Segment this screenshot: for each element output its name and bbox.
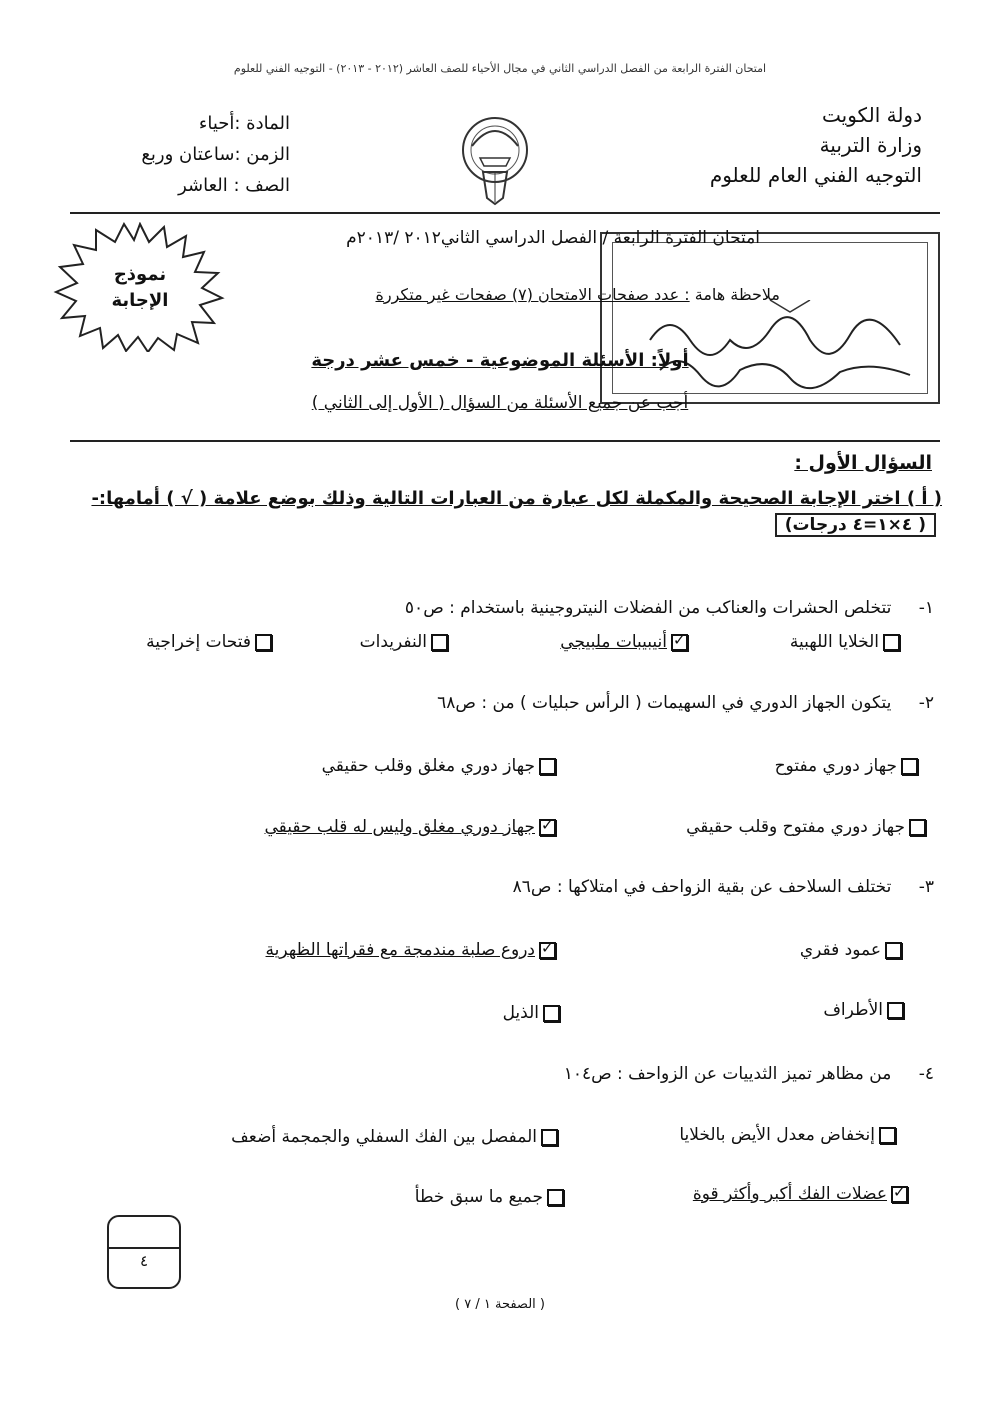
item-text: تختلف السلاحف عن بقية الزواحف في امتلاكها : ص٨٦ <box>512 877 892 897</box>
item-text: تتخلص الحشرات والعناكب من الفضلات النيتروجينية باستخدام : ص٥٠ <box>404 598 892 618</box>
checkbox[interactable] <box>879 1127 896 1144</box>
checkbox[interactable] <box>431 634 448 651</box>
option-4d[interactable]: جميع ما سبق خطأ <box>415 1187 568 1207</box>
checkbox[interactable] <box>547 1189 564 1206</box>
time-label: الزمن :ساعتان وربع <box>141 144 290 165</box>
header-institution <box>662 100 922 190</box>
option-3c[interactable]: الأطراف <box>823 1000 908 1020</box>
checkbox[interactable] <box>909 819 926 836</box>
score-divider <box>107 1247 181 1249</box>
item-text: يتكون الجهاز الدوري في السهيمات ( الرأس حبليات ) من : ص٦٨ <box>437 693 892 713</box>
option-3a[interactable]: عمود فقري <box>800 940 906 960</box>
checkbox-checked[interactable] <box>671 634 688 651</box>
option-1b[interactable]: ✓أنيبيبات ملبيجي <box>560 632 692 652</box>
checkbox[interactable] <box>885 942 902 959</box>
item-number: ١- <box>918 598 934 618</box>
subject-label: المادة :أحياء <box>198 113 290 134</box>
page-number: ( الصفحة ١ / ٧ ) <box>455 1297 545 1312</box>
checkbox[interactable] <box>883 634 900 651</box>
score-value: ٤ <box>139 1252 149 1270</box>
checkbox[interactable] <box>543 1005 560 1022</box>
item-number: ٤- <box>918 1064 934 1084</box>
question1-marks: ( ٤×١=٤ درجات) <box>775 513 936 537</box>
header-top-note: امتحان الفترة الرابعة من الفصل الدراسي الثاني في مجال الأحياء للصف العاشر (٢٠١٢ - ٢٠١٣) - التوجيه الفني للعلوم <box>233 62 767 75</box>
checkbox[interactable] <box>887 1002 904 1019</box>
option-2b[interactable]: جهاز دوري مغلق وقلب حقيقي <box>322 756 560 776</box>
header-exam-info <box>90 108 290 201</box>
question1-title: السؤال الأول : <box>794 452 932 474</box>
checkbox[interactable] <box>901 758 918 775</box>
item-number: ٣- <box>918 877 934 897</box>
section-title: أولاً: الأسئلة الموضوعية - خمس عشر درجة <box>311 350 689 371</box>
question-item-3 <box>74 877 934 897</box>
exam-note <box>240 285 780 304</box>
option-1c[interactable]: النفريدات <box>360 632 452 652</box>
section-subtitle: أجب عن جميع الأسئلة من السؤال ( الأول إلى الثاني ) <box>311 393 689 413</box>
option-4a[interactable]: إنخفاض معدل الأيض بالخلايا <box>679 1125 900 1145</box>
item-number: ٢- <box>918 693 934 713</box>
checkbox[interactable] <box>255 634 272 651</box>
option-4c[interactable]: ✓عضلات الفك أكبر وأكثر قوة <box>693 1184 912 1204</box>
note-label: ملاحظة هامة <box>694 285 780 304</box>
kuwait-emblem-icon <box>450 110 540 206</box>
option-2a[interactable]: جهاز دوري مفتوح <box>775 756 922 776</box>
option-2d[interactable]: ✓جهاز دوري مغلق وليس له قلب حقيقي <box>264 817 560 837</box>
answer-key-badge <box>92 262 188 314</box>
option-1a[interactable]: الخلايا اللهبية <box>790 632 904 652</box>
question-item-1 <box>74 598 934 618</box>
checkbox-checked[interactable] <box>891 1186 908 1203</box>
checkbox[interactable] <box>541 1129 558 1146</box>
department-name: التوجيه الفني العام للعلوم <box>709 163 922 187</box>
checkbox-checked[interactable] <box>539 942 556 959</box>
note-text: : عدد صفحات الامتحان (٧) صفحات غير متكررة <box>375 285 690 304</box>
question-item-4 <box>74 1064 934 1084</box>
country-name: دولة الكويت <box>822 103 922 127</box>
ministry-name: وزارة التربية <box>819 133 922 157</box>
item-text: من مظاهر تميز الثدييات عن الزواحف : ص١٠٤ <box>563 1064 892 1084</box>
option-3b[interactable]: ✓دروع صلبة مندمجة مع فقراتها الظهرية <box>266 940 560 960</box>
section-divider <box>70 440 940 442</box>
badge-line2: الإجابة <box>111 290 169 311</box>
badge-line1: نموذج <box>113 264 167 285</box>
option-4b[interactable]: المفصل بين الفك السفلي والجمجمة أضعف <box>231 1127 562 1147</box>
handwritten-signature-icon <box>640 300 930 390</box>
header-divider <box>70 212 940 214</box>
option-1d[interactable]: فتحات إخراجية <box>146 632 276 652</box>
checkbox[interactable] <box>539 758 556 775</box>
exam-title: امتحان الفترة الرابعة / الفصل الدراسي الثاني٢٠١٢ /٢٠١٣م <box>346 228 760 248</box>
grade-label: الصف : العاشر <box>178 175 290 196</box>
question-item-2 <box>74 693 934 713</box>
question1-instruction: ( أ ) اختر الإجابة الصحيحة والمكملة لكل عبارة من العبارات التالية وذلك بوضع علامة ( √ ) أمامها:- <box>91 488 942 509</box>
checkbox-checked[interactable] <box>539 819 556 836</box>
option-2c[interactable]: جهاز دوري مفتوح وقلب حقيقي <box>686 817 930 837</box>
option-3d[interactable]: الذيل <box>503 1003 564 1023</box>
